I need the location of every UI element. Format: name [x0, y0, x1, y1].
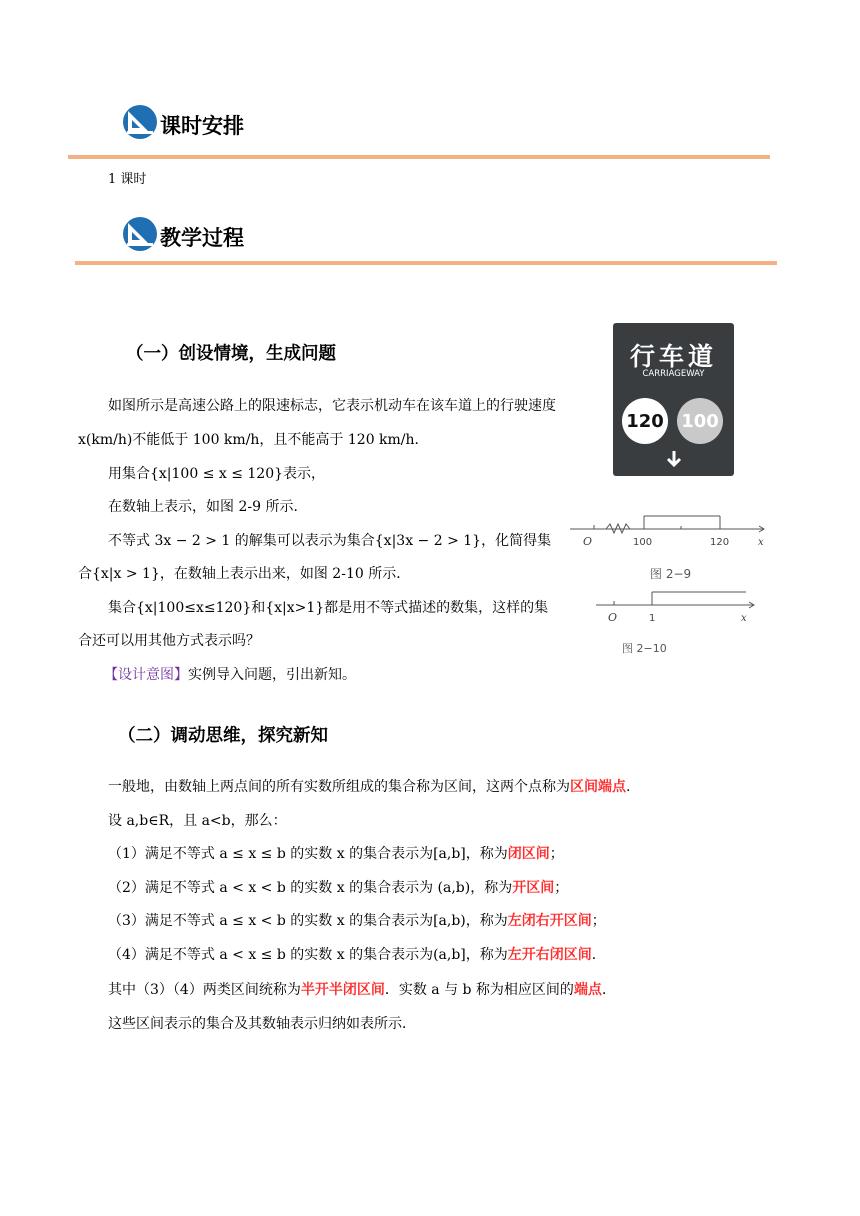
paragraph: 合{x|x > 1}，在数轴上表示出来，如图 2-10 所示． [78, 566, 411, 582]
axis-label: x [741, 613, 747, 624]
paragraph: 在数轴上表示，如图 2-9 所示． [108, 499, 308, 515]
triangle-ruler-icon [122, 104, 158, 140]
origin-label: O [608, 611, 618, 624]
down-arrow-icon [664, 449, 684, 469]
origin-label: O [583, 535, 593, 548]
section-title: 课时安排 [160, 114, 244, 138]
figure-caption: 图 2−9 [650, 567, 692, 581]
text: （4）满足不等式 a < x ≤ b 的实数 x 的集合表示为(a,b]，称为 [108, 947, 508, 963]
tick-label: 120 [710, 537, 730, 548]
design-tag: 【设计意图】 [104, 667, 188, 683]
text: 其中（3）（4）两类区间统称为 [108, 982, 301, 998]
paragraph: 合还可以用其他方式表示吗？ [78, 633, 260, 649]
text: 一般地，由数轴上两点间的所有实数所组成的集合称为区间，这两个点称为 [108, 779, 570, 795]
highlight-term: 左开右闭区间 [507, 947, 592, 963]
paragraph: 不等式 3x − 2 > 1 的解集可以表示为集合{x|3x − 2 > 1}，化简得集 [108, 533, 552, 549]
paragraph: x(km/h)不能低于 100 km/h，且不能高于 120 km/h． [78, 432, 429, 448]
text: （3）满足不等式 a ≤ x < b 的实数 x 的集合表示为[a,b)，称为 [108, 913, 508, 929]
tick-label: 1 [649, 613, 656, 624]
text: （1）满足不等式 a ≤ x ≤ b 的实数 x 的集合表示为[a,b]，称为 [108, 846, 508, 862]
triangle-ruler-icon [122, 216, 158, 252]
paragraph [108, 980, 616, 1000]
section-title: 教学过程 [160, 226, 244, 250]
number-line-figure-2-10 [594, 590, 760, 660]
text: . [626, 779, 631, 795]
text: ； [549, 846, 564, 862]
tick-label: 100 [633, 537, 653, 548]
text: （2）满足不等式 a < x < b 的实数 x 的集合表示为 (a,b)，称为 [108, 880, 513, 896]
text: ． [591, 947, 606, 963]
part2-heading: （二）调动思维，探究新知 [118, 726, 328, 746]
speed-limit-sign [613, 323, 734, 476]
interval-item [108, 878, 568, 898]
section-heading-process [122, 216, 244, 252]
axis-label: x [758, 537, 764, 548]
highlight-term: 端点 [573, 982, 602, 998]
paragraph: 这些区间表示的集合及其数轴表示归纳如表所示． [108, 1016, 416, 1032]
figure-caption: 图 2−10 [622, 642, 667, 655]
paragraph: 设 a,b∈R，且 a<b，那么： [108, 813, 287, 829]
number-line-figure-2-9 [566, 514, 766, 586]
sign-title: 行车道 [629, 342, 717, 371]
section-heading-schedule [122, 104, 244, 140]
interval-item [108, 911, 606, 931]
highlight-term: 左闭右开区间 [507, 913, 592, 929]
section-rule [68, 155, 770, 159]
sign-subtitle: CARRIAGEWAY [642, 369, 705, 379]
design-intent [104, 665, 356, 685]
paragraph: 集合{x|100≤x≤120}和{x|x>1}都是用不等式描述的数集，这样的集 [108, 600, 549, 616]
highlight-term: 闭区间 [507, 846, 550, 862]
text: ； [554, 880, 569, 896]
text: ； [591, 913, 606, 929]
section-rule [75, 261, 777, 265]
max-speed-circle: 120 [622, 398, 668, 444]
part1-heading: （一）创设情境，生成问题 [126, 344, 336, 364]
min-speed-circle: 100 [677, 398, 723, 444]
highlight-term: 区间端点 [570, 779, 626, 795]
paragraph [108, 777, 630, 797]
interval-item [108, 844, 564, 864]
hours-text: 1 课时 [108, 172, 147, 187]
highlight-term: 开区间 [512, 880, 555, 896]
interval-item [108, 945, 606, 965]
paragraph: 如图所示是高速公路上的限速标志，它表示机动车在该车道上的行驶速度 [108, 398, 556, 414]
highlight-term: 半开半闭区间 [300, 982, 385, 998]
paragraph: 用集合{x|100 ≤ x ≤ 120}表示， [108, 466, 326, 482]
design-text: 实例导入问题，引出新知。 [188, 667, 356, 683]
text: ．实数 a 与 b 称为相应区间的 [384, 982, 574, 998]
text: ． [601, 982, 616, 998]
